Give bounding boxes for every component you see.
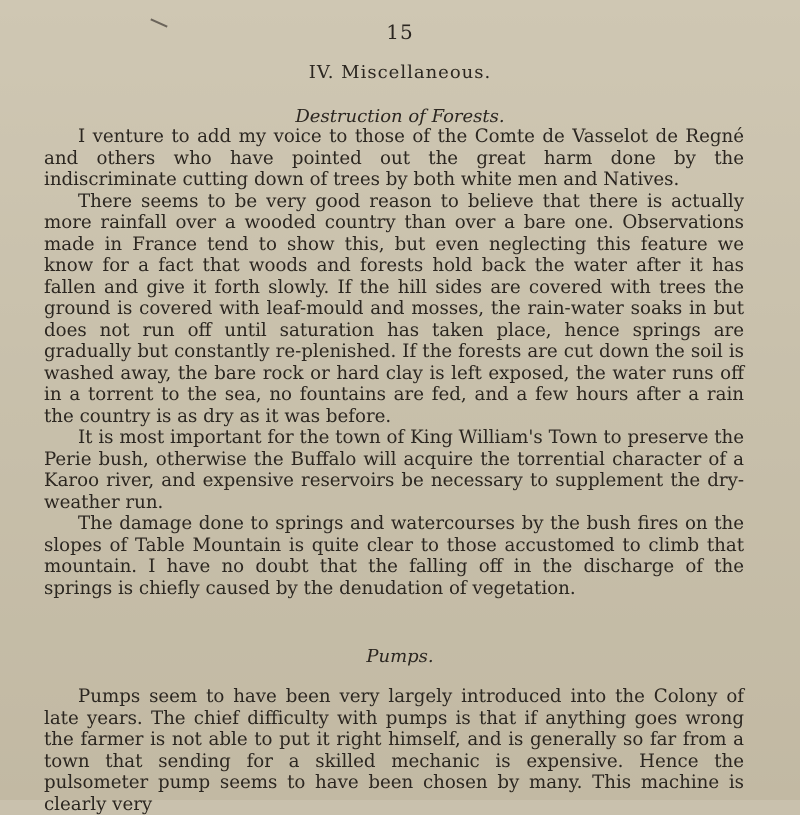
forests-text-block bbox=[44, 126, 744, 599]
paragraph: There seems to be very good reason to believe that there is actually more rainfall over a wooded country than over a bare one. Observations made in France tend to show this, but even neglecting this feature we know for a fact that woods and forests hold back the water after it has fallen and give it forth slowly. If the hill sides are covered with trees the ground is covered with leaf-mould and mosses, the rain-water soaks in but does not run off until saturation has taken place, hence springs are gradually but constantly re-plenished. If the forests are cut down the soil is washed away, the bare rock or hard clay is left exposed, the water runs off in a torrent to the sea, no fountains are fed, and a few hours after a rain the country is as dry as it was before. bbox=[44, 190, 744, 427]
page-number: 15 bbox=[386, 20, 414, 44]
subsection-title-pumps: Pumps. bbox=[366, 646, 434, 667]
subsection-title-forests: Destruction of Forests. bbox=[295, 106, 505, 127]
paragraph: The damage done to springs and watercourses by the bush fires on the slopes of Table Mountain is quite clear to those accustomed to climb that mountain. I have no doubt that the falling off in the discharge of the springs is chiefly caused by the denudation of vegetation. bbox=[44, 513, 744, 599]
pumps-text-block bbox=[44, 686, 744, 815]
paragraph: It is most important for the town of King William's Town to preserve the Perie bush, otherwise the Buffalo will acquire the torrential character of a Karoo river, and expensive reservoirs be necessary to supplement the dry-weather run. bbox=[44, 427, 744, 513]
paragraph: Pumps seem to have been very largely introduced into the Colony of late years. The chief difficulty with pumps is that if anything goes wrong the farmer is not able to put it right himself, and is generally so far from a town that sending for a skilled mechanic is expensive. Hence the pulsometer pump seems to have been chosen by many. This machine is clearly very bbox=[44, 686, 744, 815]
section-title: IV. Miscellaneous. bbox=[308, 62, 492, 83]
paragraph: I venture to add my voice to those of the Comte de Vasselot de Regné and others who have pointed out the great harm done by the indiscriminate cutting down of trees by both white men and Natives. bbox=[44, 126, 744, 190]
